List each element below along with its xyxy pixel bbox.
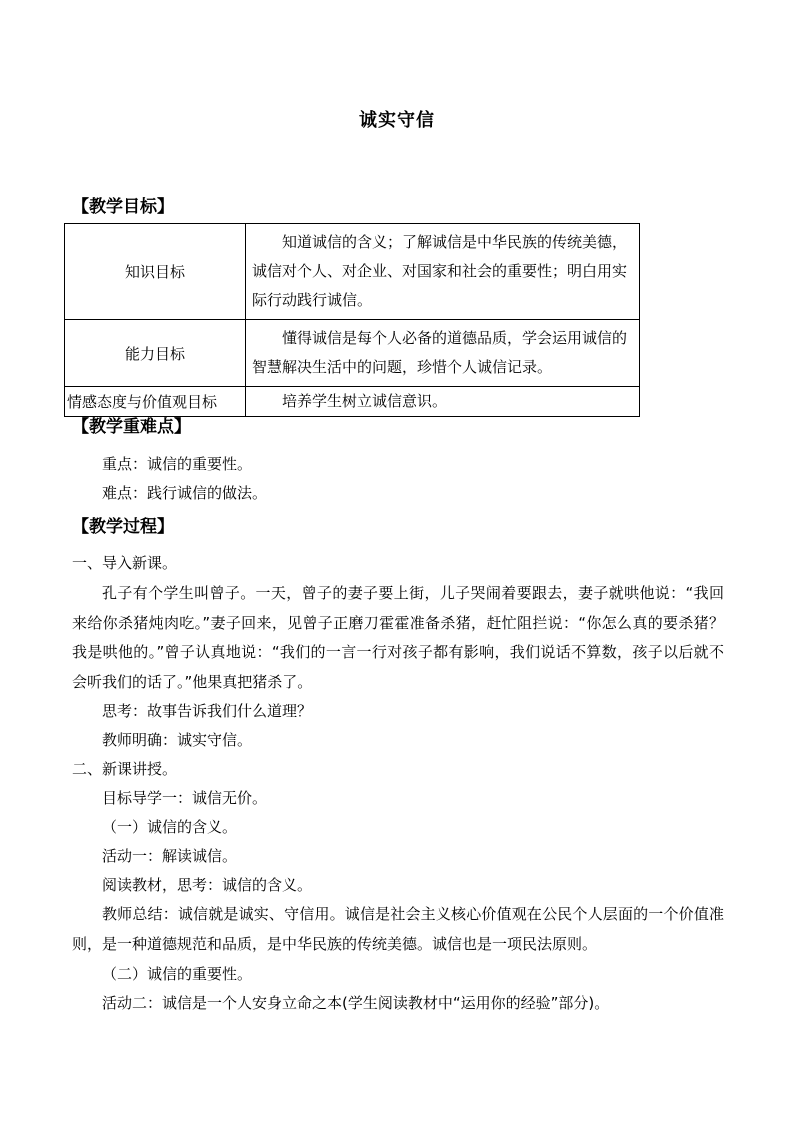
table-row <box>65 224 640 320</box>
reading-task: 阅读教材，思考：诚信的含义。 <box>102 876 313 894</box>
part1-title: 一、导入新课。 <box>72 554 178 572</box>
teacher-answer: 教师明确：诚实守信。 <box>102 731 253 749</box>
goal-label: 知识目标 <box>65 224 246 320</box>
table-row <box>65 320 640 387</box>
goal-text: 知道诚信的含义；了解诚信是中华民族的传统美德，诚信对个人、对企业、对国家和社会的重要性；明白用实际行动践行诚信。 <box>246 224 640 320</box>
key-point-text: 重点：诚信的重要性。 <box>102 455 253 473</box>
goal-text: 懂得诚信是每个人必备的道德品质，学会运用诚信的智慧解决生活中的问题，珍惜个人诚信记录。 <box>246 320 640 387</box>
page-title: 诚实守信 <box>359 110 435 131</box>
subsection-one: （一）诚信的含义。 <box>102 818 238 836</box>
goal-text: 培养学生树立诚信意识。 <box>246 387 640 417</box>
subsection-two: （二）诚信的重要性。 <box>102 965 253 983</box>
goals-table <box>64 223 640 417</box>
section-heading-objectives: 【教学目标】 <box>72 197 174 217</box>
guide-one: 目标导学一：诚信无价。 <box>102 789 268 807</box>
section-heading-process: 【教学过程】 <box>72 517 174 537</box>
difficult-point-text: 难点：践行诚信的做法。 <box>102 484 268 502</box>
part2-title: 二、新课讲授。 <box>72 760 178 778</box>
goal-label: 情感态度与价值观目标 <box>65 387 246 417</box>
activity-one: 活动一：解读诚信。 <box>102 847 238 865</box>
section-heading-key-points: 【教学重难点】 <box>72 417 191 437</box>
story-paragraph: 孔子有个学生叫曾子。一天，曾子的妻子要上街，儿子哭闹着要跟去，妻子就哄他说：“我回来给你杀猪炖肉吃。”妻子回来，见曾子正磨刀霍霍准备杀猪，赶忙阻拦说：“你怎么真的要杀猪？我是哄他的。”曾子认真地说：“我们的一言一行对孩子都有影响，我们说话不算数，孩子以后就不会听我们的话了。”他果真把猪杀了。 <box>72 584 724 691</box>
activity-two: 活动二：诚信是一个人安身立命之本(学生阅读教材中“运用你的经验”部分)。 <box>102 994 610 1012</box>
goal-label: 能力目标 <box>65 320 246 387</box>
teacher-summary: 教师总结：诚信就是诚实、守信用。诚信是社会主义核心价值观在公民个人层面的一个价值准则，是一种道德规范和品质，是中华民族的传统美德。诚信也是一项民法原则。 <box>72 905 724 953</box>
think-question: 思考：故事告诉我们什么道理？ <box>102 702 313 720</box>
